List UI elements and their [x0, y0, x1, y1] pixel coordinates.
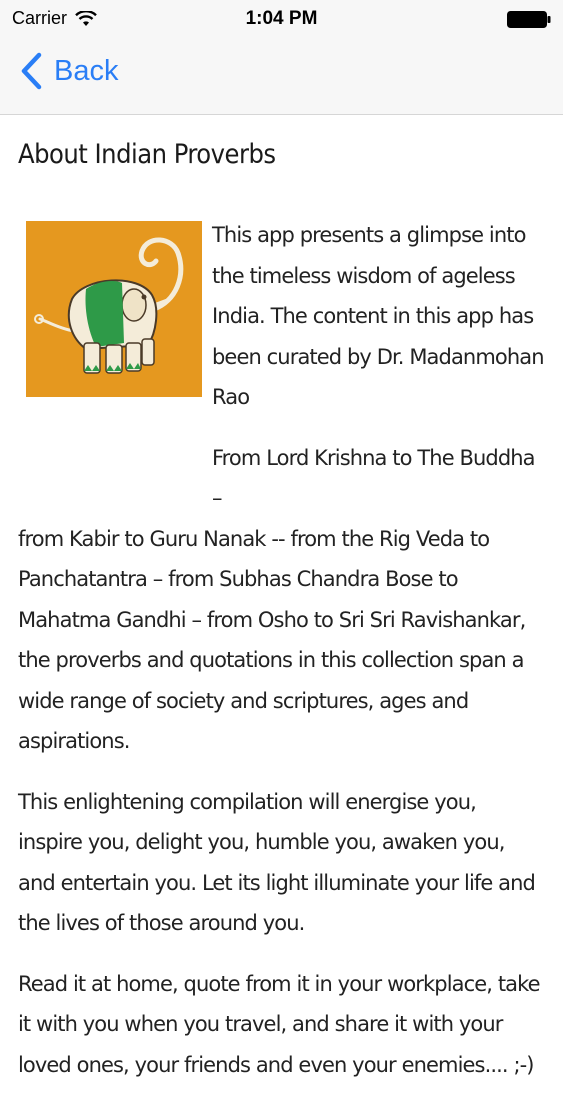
- back-label: Back: [54, 54, 119, 87]
- status-bar: [0, 0, 563, 38]
- status-time: 1:04 PM: [245, 8, 318, 29]
- elephant-logo-icon: [26, 221, 202, 397]
- page-title: About Indian Proverbs: [18, 139, 276, 170]
- navigation-bar: [0, 38, 563, 115]
- paragraph-lineage: [18, 438, 545, 762]
- paragraph-lineage-rest: from Kabir to Guru Nanak -- from the Rig Veda to Panchatantra – from Subhas Chandra Bose to Mahatma Gandhi – from Osho to Sri Sri Ravishankar, the proverbs and quotations in this collection span a wide range of society and scriptures, ages and aspirations.: [18, 526, 526, 753]
- about-body: [18, 215, 545, 1105]
- back-button[interactable]: [20, 52, 118, 90]
- carrier-label: Carrier: [12, 8, 68, 28]
- intro-paragraph: This app presents a glimpse into the timeless wisdom of ageless India. The content in this app has been curated by Dr. Madanmohan Rao: [212, 223, 544, 409]
- paragraph-lineage-lead: From Lord Krishna to The Buddha –: [212, 445, 535, 510]
- paragraph-read-at-home: Read it at home, quote from it in your workplace, take it with you when you travel, and share it with your loved ones, your friends and even your enemies.... ;-): [18, 971, 540, 1077]
- battery-icon: [507, 11, 551, 28]
- paragraph-enlightening: This enlightening compilation will energise you, inspire you, delight you, humble you, awaken you, and entertain you. Let its light illuminate your life and the lives of those around you.: [18, 789, 535, 935]
- chevron-left-icon: [20, 52, 42, 90]
